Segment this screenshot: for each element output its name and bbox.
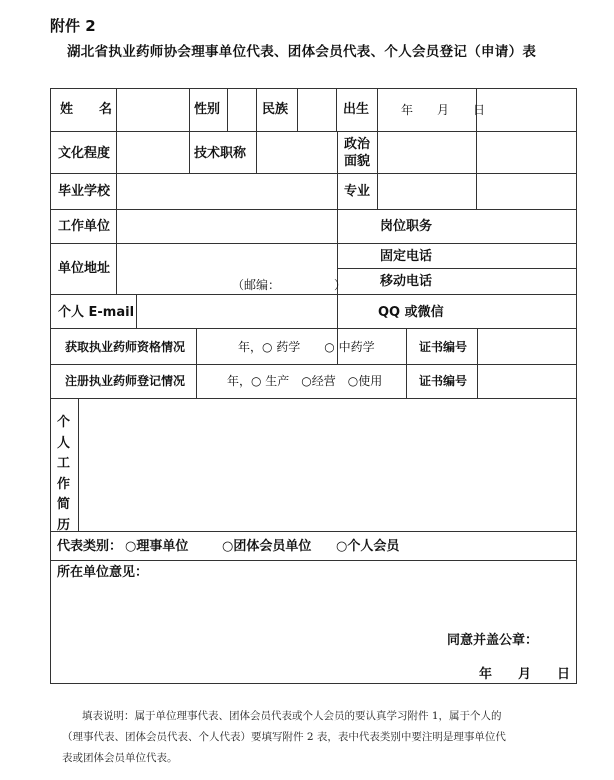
work-unit-label: 工作单位 xyxy=(58,219,111,234)
birth-date-field[interactable]: 年 月 日 xyxy=(401,103,486,117)
cert-number-field[interactable] xyxy=(478,329,576,364)
rep-type-label: 代表类别： xyxy=(57,539,123,554)
birth-label: 出生 xyxy=(343,102,370,117)
major-label: 专业 xyxy=(344,184,371,199)
major-field[interactable] xyxy=(378,174,476,209)
note-line-3: 表或团体会员单位代表。 xyxy=(62,752,178,764)
rep-option-council[interactable]: ○理事单位 xyxy=(125,539,189,554)
registration-label: 注册执业药师登记情况 xyxy=(65,374,186,388)
gender-label: 性别 xyxy=(194,102,221,117)
name-label: 姓 名 xyxy=(60,102,113,117)
resume-field[interactable] xyxy=(79,399,576,531)
ethnicity-label: 民族 xyxy=(262,102,289,117)
education-label: 文化程度 xyxy=(58,146,111,161)
ethnicity-field[interactable] xyxy=(298,89,336,131)
position-label: 岗位职务 xyxy=(380,219,433,234)
political-label-line2: 面貌 xyxy=(344,154,371,169)
unit-opinion-label: 所在单位意见： xyxy=(57,565,149,580)
stamp-label: 同意并盖公章： xyxy=(447,633,539,648)
opinion-date: 年 月 日 xyxy=(479,667,571,682)
rep-option-group[interactable]: ○团体会员单位 xyxy=(222,539,312,554)
qualification-options[interactable]: 年，○ 药学 ○ 中药学 xyxy=(238,340,375,354)
attachment-label: 附件 2 xyxy=(50,17,96,35)
landline-label: 固定电话 xyxy=(380,249,433,264)
photo-box xyxy=(477,89,576,208)
email-field[interactable] xyxy=(137,295,337,328)
postcode-label: （邮编： ） xyxy=(232,278,347,292)
unit-opinion-field[interactable] xyxy=(51,584,576,634)
cert-number-label: 证书编号 xyxy=(419,374,468,388)
qq-label: QQ 或微信 xyxy=(378,305,444,320)
school-field[interactable] xyxy=(117,174,337,209)
instructions-note xyxy=(62,706,577,769)
name-field[interactable] xyxy=(117,89,189,131)
registration-options[interactable]: 年，○ 生产 ○经营 ○使用 xyxy=(227,374,383,388)
address-label: 单位地址 xyxy=(58,261,111,276)
political-field[interactable] xyxy=(378,132,476,173)
cert-number-field[interactable] xyxy=(478,365,576,398)
cert-number-label: 证书编号 xyxy=(419,340,468,354)
form-title: 湖北省执业药师协会理事单位代表、团体会员代表、个人会员登记（申请）表 xyxy=(67,44,537,60)
gender-field[interactable] xyxy=(228,89,256,131)
rep-option-individual[interactable]: ○个人会员 xyxy=(336,539,400,554)
email-label: 个人 E-mail xyxy=(58,305,135,320)
mobile-label: 移动电话 xyxy=(380,274,433,289)
qualification-label: 获取执业药师资格情况 xyxy=(65,340,186,354)
education-field[interactable] xyxy=(117,132,189,173)
resume-label: 个人工作简历 xyxy=(57,415,71,533)
note-line-1: 填表说明：属于单位理事代表、团体会员代表或个人会员的要认真学习附件 1，属于个人的 xyxy=(82,710,502,722)
school-label: 毕业学校 xyxy=(58,184,111,199)
work-unit-field[interactable] xyxy=(117,210,337,243)
tech-title-label: 技术职称 xyxy=(194,146,247,161)
political-label-line1: 政治 xyxy=(344,137,371,152)
tech-title-field[interactable] xyxy=(257,132,337,173)
note-line-2: （理事代表、团体会员代表、个人代表）要填写附件 2 表，表中代表类别中要注明是理事单位代 xyxy=(62,731,506,743)
